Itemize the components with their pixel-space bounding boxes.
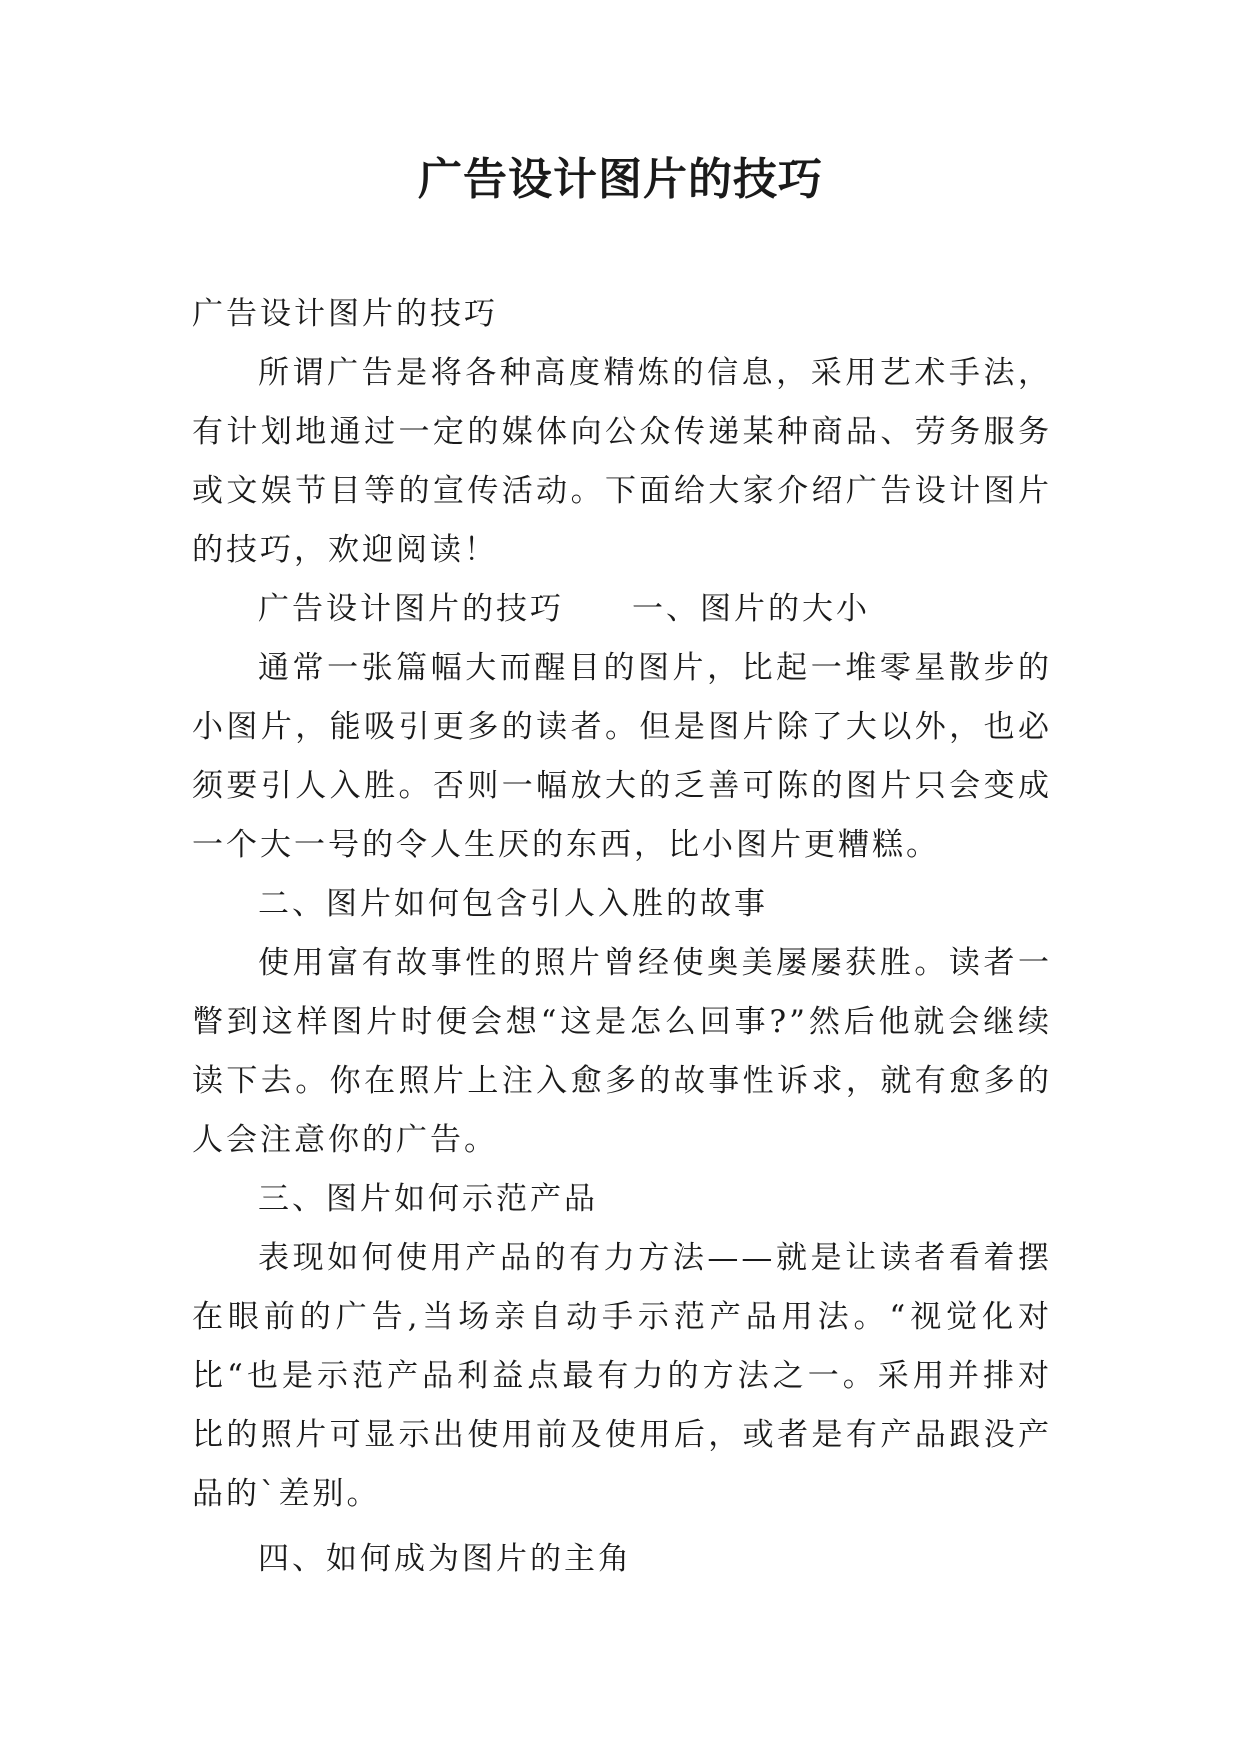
paragraph-heading-demo: 三、图片如何示范产品 — [258, 1181, 598, 1217]
paragraph-size-body: 通常一张篇幅大而醒目的图片，比起一堆零星散步的小图片，能吸引更多的读者。但是图片除了大以外，也必须要引人入胜。否则一幅放大的乏善可陈的图片只会变成一个大一号的令人生厌的东西，比小图片更糟糕。 — [192, 650, 1052, 863]
document-title: 广告设计图片的技巧 — [418, 154, 823, 205]
paragraph-heading-protagonist: 四、如何成为图片的主角 — [258, 1541, 632, 1577]
paragraph-intro: 所谓广告是将各种高度精炼的信息，采用艺术手法，有计划地通过一定的媒体向公众传递某种商品、劳务服务或文娱节目等的宣传活动。下面给大家介绍广告设计图片的技巧，欢迎阅读！ — [192, 355, 1052, 568]
paragraph-subtitle: 广告设计图片的技巧 — [192, 296, 498, 332]
paragraph-story-body: 使用富有故事性的照片曾经使奥美屡屡获胜。读者一瞥到这样图片时便会想“这是怎么回事?”然后他就会继续读下去。你在照片上注入愈多的故事性诉求，就有愈多的人会注意你的广告。 — [192, 945, 1052, 1158]
paragraph-heading-size: 广告设计图片的技巧 一、图片的大小 — [258, 591, 870, 627]
paragraph-heading-story: 二、图片如何包含引人入胜的故事 — [258, 886, 768, 922]
document-body — [192, 285, 1052, 1589]
paragraph-demo-body: 表现如何使用产品的有力方法——就是让读者看着摆在眼前的广告,当场亲自动手示范产品用法。“视觉化对比“也是示范产品利益点最有力的方法之一。采用并排对比的照片可显示出使用前及使用后，或者是有产品跟没产品的`差别。 — [192, 1240, 1052, 1512]
